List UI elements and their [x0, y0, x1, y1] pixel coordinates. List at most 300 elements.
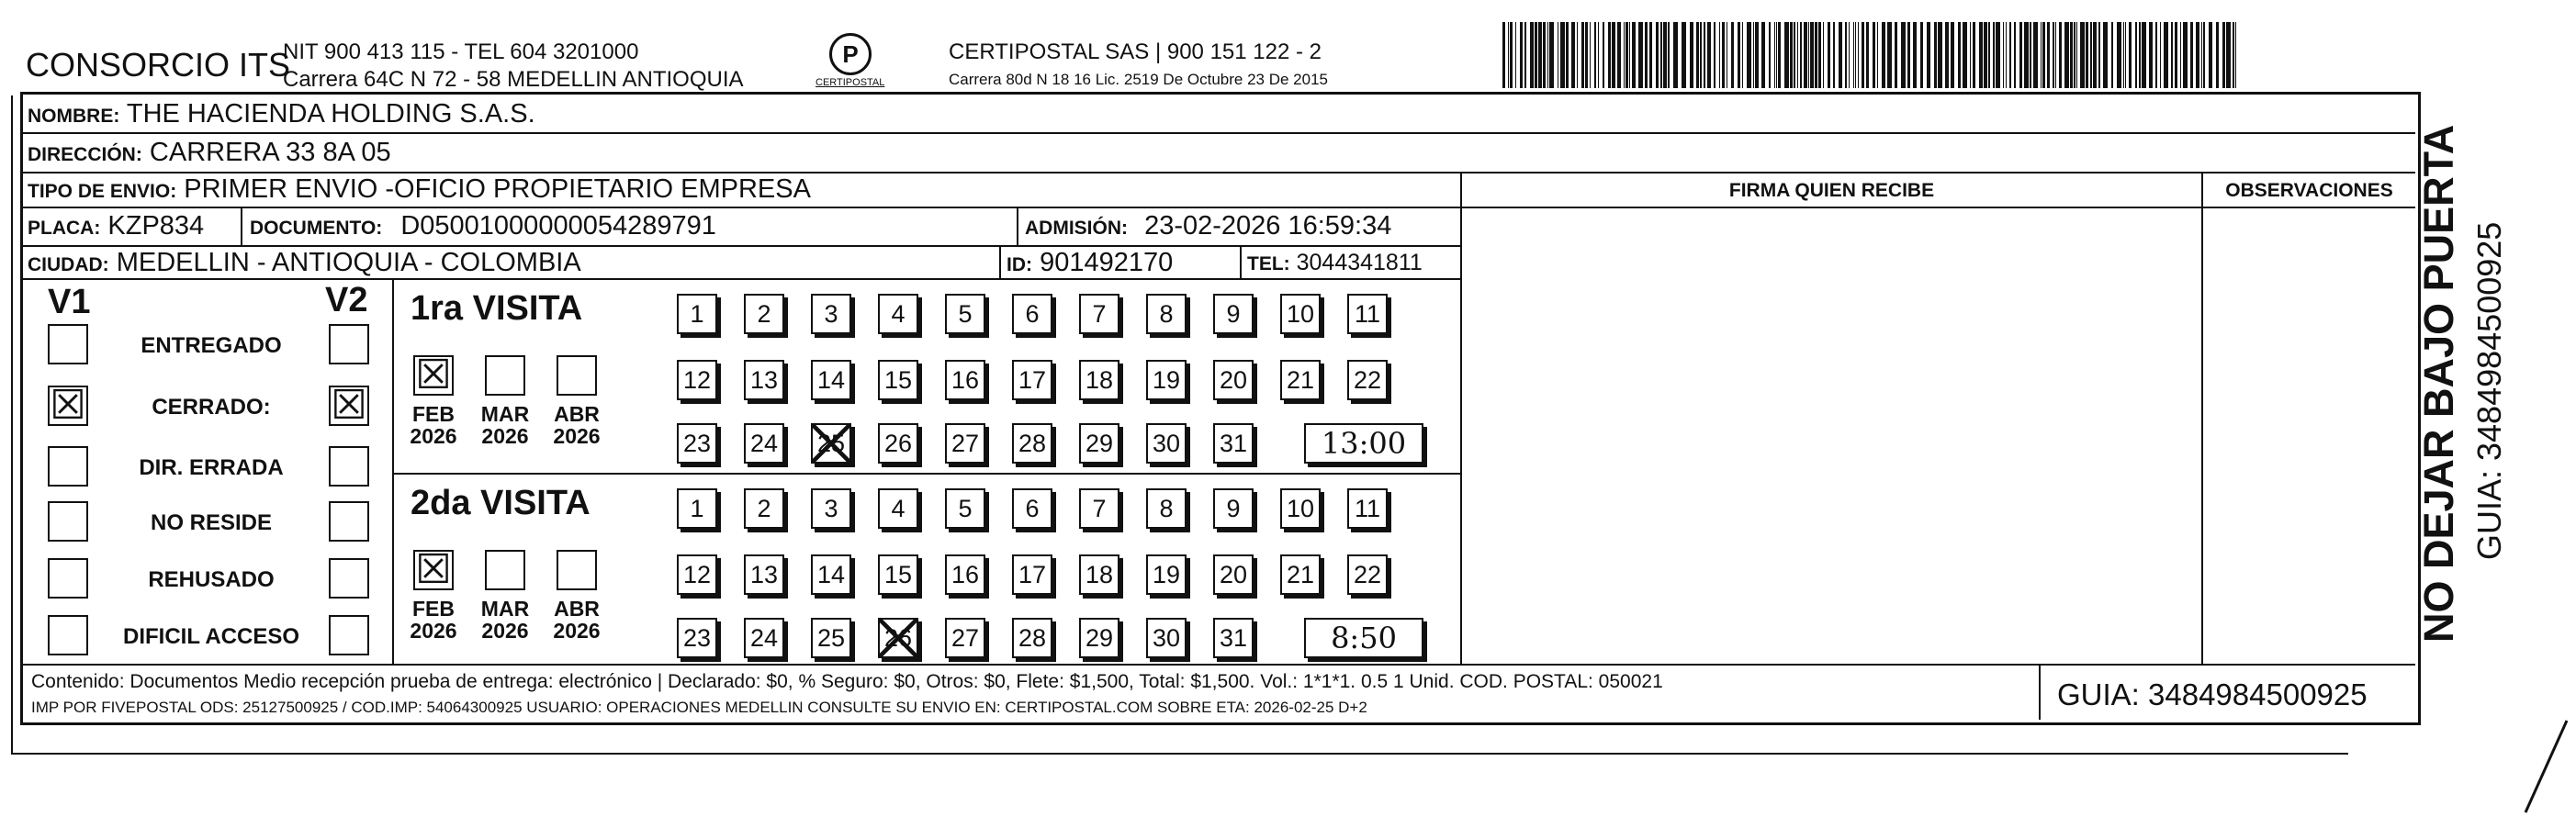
column-divider: [999, 245, 1001, 278]
barcode-bar: [1877, 22, 1878, 88]
barcode-bar: [1823, 22, 1824, 88]
tel-row: [1247, 250, 1423, 276]
barcode-bar: [2155, 22, 2157, 88]
barcode-bar: [1993, 22, 1995, 88]
barcode-bar: [2164, 22, 2168, 88]
barcode-bar: [2070, 22, 2073, 88]
barcode-bar: [1769, 22, 1771, 88]
barcode-bar: [1979, 22, 1983, 88]
admision-row: [1025, 211, 1391, 241]
observaciones-header: OBSERVACIONES: [2225, 180, 2393, 201]
barcode-bar: [1973, 22, 1975, 88]
id-label: ID:: [1007, 254, 1032, 275]
barcode-bar: [1719, 22, 1720, 88]
status-label: CERRADO:: [152, 395, 271, 420]
barcode-bar: [1696, 22, 1699, 88]
column-divider: [1240, 245, 1242, 278]
barcode-bar: [2074, 22, 2075, 88]
barcode-bar: [2053, 22, 2054, 88]
barcode-bar: [2196, 22, 2199, 88]
day-box[interactable]: 21: [1280, 360, 1321, 400]
id-row: [1007, 248, 1173, 278]
ciudad-label: CIUDAD:: [28, 254, 109, 275]
barcode-bar: [1581, 22, 1584, 88]
placa-row: [28, 211, 204, 241]
barcode-bar: [2009, 22, 2011, 88]
day-box[interactable]: 9: [1213, 294, 1254, 334]
courier-name: CERTIPOSTAL SAS | 900 151 122 - 2: [949, 39, 1322, 64]
barcode-bar: [1535, 22, 1537, 88]
barcode-bar: [1624, 22, 1625, 88]
barcode-bar: [1920, 22, 1923, 88]
barcode-bar: [2216, 22, 2219, 88]
barcode-bar: [1722, 22, 1725, 88]
barcode-bar: [1663, 22, 1667, 88]
day-box[interactable]: 22: [1347, 554, 1388, 595]
day-box[interactable]: 15: [878, 360, 918, 400]
month-label: MAR 2026: [480, 597, 530, 643]
day-box[interactable]: 12: [677, 554, 717, 595]
day-box[interactable]: 7: [1079, 488, 1119, 529]
barcode-bar: [2064, 22, 2069, 88]
barcode-bar: [2135, 22, 2137, 88]
tipo-envio-label: TIPO DE ENVIO:: [28, 181, 177, 202]
barcode-bar: [1984, 22, 1987, 88]
barcode-bar: [2171, 22, 2173, 88]
barcode-bar: [1524, 22, 1526, 88]
barcode-bar: [2059, 22, 2062, 88]
nombre-row: [28, 99, 535, 129]
barcode-bar: [1934, 22, 1937, 88]
status-label: NO RESIDE: [150, 510, 273, 535]
day-box[interactable]: 5: [945, 488, 985, 529]
barcode-bar: [2222, 22, 2225, 88]
barcode-bar: [1538, 22, 1542, 88]
row-divider: [20, 664, 2415, 666]
day-box[interactable]: 2: [744, 294, 784, 334]
barcode-bar: [1707, 22, 1711, 88]
tipo-envio-row: [28, 174, 811, 205]
logo-text: CERTIPOSTAL: [816, 77, 885, 88]
barcode-bar: [1690, 22, 1693, 88]
barcode-bar: [1704, 22, 1705, 88]
barcode-bar: [1594, 22, 1596, 88]
visit-hour-field[interactable]: 8:50: [1304, 618, 1423, 658]
outer-left-edge: [11, 95, 13, 753]
barcode-bar: [1958, 22, 1961, 88]
month-label: MAR 2026: [480, 402, 530, 448]
barcode-bar: [1753, 22, 1754, 88]
barcode-bar: [1649, 22, 1652, 88]
barcode-bar: [2047, 22, 2050, 88]
barcode-bar: [1901, 22, 1906, 88]
v2-status-checkbox[interactable]: [329, 615, 369, 655]
barcode-bar: [1873, 22, 1875, 88]
day-box-marked[interactable]: 26: [878, 618, 918, 658]
row-divider: [20, 207, 1462, 208]
barcode-bar: [1839, 22, 1842, 88]
barcode-bar: [1784, 22, 1789, 88]
barcode-bar: [2175, 22, 2177, 88]
courier-info: [949, 39, 1328, 94]
barcode-bar: [1849, 22, 1850, 88]
barcode-bar: [2030, 22, 2031, 88]
month-checkbox[interactable]: [557, 550, 597, 590]
barcode-bar: [1660, 22, 1662, 88]
day-box[interactable]: 28: [1012, 618, 1052, 658]
direccion-row: [28, 138, 391, 168]
firma-header: FIRMA QUIEN RECIBE: [1728, 180, 1935, 201]
barcode-bar: [1571, 22, 1575, 88]
v1-status-checkbox[interactable]: ☒: [48, 386, 88, 426]
barcode-bar: [2042, 22, 2045, 88]
barcode-bar: [1778, 22, 1781, 88]
day-box[interactable]: 16: [945, 554, 985, 595]
month-label: FEB 2026: [410, 597, 457, 643]
company-info: [283, 39, 744, 94]
barcode-bar: [1927, 22, 1930, 88]
column-divider: [2201, 172, 2203, 664]
barcode-bar: [1761, 22, 1765, 88]
barcode-bar: [2160, 22, 2161, 88]
barcode-bar: [1510, 22, 1513, 88]
barcode-bar: [1862, 22, 1864, 88]
v1-status-checkbox[interactable]: [48, 615, 88, 655]
column-divider: [1460, 172, 1462, 664]
documento-label: DOCUMENTO:: [250, 218, 383, 239]
nombre-label: NOMBRE:: [28, 106, 120, 127]
day-box[interactable]: 3: [811, 488, 851, 529]
day-box[interactable]: 8: [1146, 488, 1187, 529]
documento-value: D05001000000054289791: [400, 211, 716, 241]
side-guia-number: GUIA: 3484984500925: [2470, 221, 2508, 560]
documento-row: [250, 211, 716, 241]
barcode-bar: [1845, 22, 1847, 88]
barcode-bar: [2123, 22, 2124, 88]
barcode-bar: [1853, 22, 1854, 88]
barcode-bar: [1882, 22, 1885, 88]
barcode-bar: [1629, 22, 1630, 88]
day-box[interactable]: 29: [1079, 423, 1119, 464]
visit-title: 1ra VISITA: [411, 289, 583, 328]
day-box[interactable]: 2: [744, 488, 784, 529]
barcode-bar: [2129, 22, 2132, 88]
day-box[interactable]: 23: [677, 423, 717, 464]
row-divider: [20, 245, 1462, 247]
day-box[interactable]: 4: [878, 488, 918, 529]
month-label: ABR 2026: [553, 402, 601, 448]
v1-header: V1: [48, 283, 91, 321]
barcode-bar: [1508, 22, 1509, 88]
day-box[interactable]: 4: [878, 294, 918, 334]
v2-status-checkbox[interactable]: [329, 446, 369, 487]
id-value: 901492170: [1040, 248, 1174, 277]
v2-status-checkbox[interactable]: [329, 324, 369, 364]
nombre-value: THE HACIENDA HOLDING S.A.S.: [126, 99, 535, 129]
month-checkbox[interactable]: [485, 550, 525, 590]
footer-print-info: IMP POR FIVEPOSTAL ODS: 25127500925 / COD.IMP: 54064300925 USUARIO: OPERACIONES MEDELLIN CONSULTE SU ENVIO EN: CERTIPOSTAL.COM SOBRE ETA: 2026-02-25 D+2: [31, 699, 1367, 716]
day-box[interactable]: 17: [1012, 554, 1052, 595]
day-box[interactable]: 13: [744, 360, 784, 400]
barcode: [1502, 22, 2237, 88]
barcode-bar: [1682, 22, 1686, 88]
barcode-bar: [2117, 22, 2121, 88]
barcode-bar: [1815, 22, 1817, 88]
visit-hour-field[interactable]: 13:00: [1304, 423, 1423, 464]
day-box[interactable]: 14: [811, 360, 851, 400]
row-divider: [20, 172, 2415, 173]
day-box[interactable]: 31: [1213, 618, 1254, 658]
day-box[interactable]: 13: [744, 554, 784, 595]
tipo-envio-value: PRIMER ENVIO -OFICIO PROPIETARIO EMPRESA: [184, 174, 811, 204]
barcode-bar: [1714, 22, 1715, 88]
tel-value: 3044341811: [1296, 250, 1423, 275]
column-divider: [392, 278, 394, 664]
barcode-bar: [1818, 22, 1821, 88]
day-box[interactable]: 20: [1213, 554, 1254, 595]
day-box[interactable]: 5: [945, 294, 985, 334]
barcode-bar: [1895, 22, 1897, 88]
guia-number: GUIA: 3484984500925: [2057, 677, 2368, 711]
day-box[interactable]: 8: [1146, 294, 1187, 334]
company-address: Carrera 64C N 72 - 58 MEDELLIN ANTIOQUIA: [283, 67, 744, 92]
day-box[interactable]: 31: [1213, 423, 1254, 464]
day-box[interactable]: 7: [1079, 294, 1119, 334]
barcode-bar: [2226, 22, 2231, 88]
barcode-bar: [2209, 22, 2212, 88]
barcode-bar: [1797, 22, 1798, 88]
barcode-bar: [1543, 22, 1546, 88]
placa-value: KZP834: [107, 211, 205, 241]
column-divider: [1017, 207, 1018, 245]
barcode-bar: [1577, 22, 1578, 88]
row-divider: [20, 132, 2415, 134]
day-box[interactable]: 1: [677, 294, 717, 334]
no-dejar-warning: NO DEJAR BAJO PUERTA: [2415, 124, 2462, 643]
barcode-bar: [2014, 22, 2016, 88]
barcode-bar: [2055, 22, 2056, 88]
day-box[interactable]: 27: [945, 423, 985, 464]
day-box[interactable]: 19: [1146, 554, 1187, 595]
barcode-bar: [2093, 22, 2097, 88]
barcode-bar: [1963, 22, 1967, 88]
day-box[interactable]: 11: [1347, 294, 1388, 334]
barcode-bar: [2024, 22, 2029, 88]
day-box[interactable]: 22: [1347, 360, 1388, 400]
day-box[interactable]: 6: [1012, 294, 1052, 334]
barcode-bar: [2235, 22, 2236, 88]
day-box[interactable]: 23: [677, 618, 717, 658]
barcode-bar: [2086, 22, 2088, 88]
barcode-bar: [1638, 22, 1643, 88]
barcode-bar: [1585, 22, 1588, 88]
barcode-bar: [2180, 22, 2181, 88]
barcode-bar: [2098, 22, 2100, 88]
logo-mark-icon: P: [829, 33, 872, 75]
column-divider: [2039, 664, 2041, 720]
barcode-bar: [1645, 22, 1648, 88]
status-label: REHUSADO: [148, 567, 275, 592]
day-box[interactable]: 20: [1213, 360, 1254, 400]
placa-label: PLACA:: [28, 218, 101, 239]
day-box[interactable]: 27: [945, 618, 985, 658]
barcode-bar: [2139, 22, 2141, 88]
barcode-bar: [1731, 22, 1734, 88]
barcode-bar: [2111, 22, 2113, 88]
direccion-label: DIRECCIÓN:: [28, 144, 142, 165]
barcode-bar: [2076, 22, 2077, 88]
barcode-bar: [2233, 22, 2234, 88]
barcode-bar: [1755, 22, 1759, 88]
edge-mark: [2516, 716, 2571, 817]
barcode-bar: [2003, 22, 2004, 88]
company-nit: NIT 900 413 115 - TEL 604 3201000: [283, 39, 639, 64]
row-divider: [20, 278, 1462, 280]
barcode-bar: [1547, 22, 1548, 88]
day-box[interactable]: 29: [1079, 618, 1119, 658]
v1-status-checkbox[interactable]: [48, 501, 88, 542]
day-box[interactable]: 24: [744, 618, 784, 658]
day-box[interactable]: 10: [1280, 488, 1321, 529]
day-box[interactable]: 11: [1347, 488, 1388, 529]
barcode-bar: [1598, 22, 1599, 88]
day-box[interactable]: 17: [1012, 360, 1052, 400]
barcode-bar: [1742, 22, 1743, 88]
barcode-bar: [1913, 22, 1917, 88]
tel-label: TEL:: [1247, 253, 1290, 274]
barcode-bar: [1945, 22, 1949, 88]
barcode-bar: [1656, 22, 1659, 88]
month-checkbox[interactable]: [557, 355, 597, 396]
courier-address: Carrera 80d N 18 16 Lic. 2519 De Octubre 23 De 2015: [949, 71, 1328, 88]
barcode-bar: [1808, 22, 1809, 88]
barcode-bar: [1608, 22, 1611, 88]
day-box[interactable]: 19: [1146, 360, 1187, 400]
barcode-bar: [1625, 22, 1628, 88]
barcode-bar: [1951, 22, 1954, 88]
column-divider: [241, 207, 242, 245]
day-box[interactable]: 28: [1012, 423, 1052, 464]
day-box[interactable]: 21: [1280, 554, 1321, 595]
visit-title: 2da VISITA: [411, 484, 591, 522]
barcode-bar: [1938, 22, 1942, 88]
barcode-bar: [2090, 22, 2092, 88]
barcode-bar: [1590, 22, 1591, 88]
barcode-bar: [1988, 22, 1990, 88]
month-checkbox[interactable]: ☒: [413, 355, 454, 396]
day-box[interactable]: 18: [1079, 360, 1119, 400]
barcode-bar: [2142, 22, 2146, 88]
day-box[interactable]: 26: [878, 423, 918, 464]
day-box[interactable]: 9: [1213, 488, 1254, 529]
direccion-value: CARRERA 33 8A 05: [149, 138, 391, 167]
barcode-bar: [1790, 22, 1793, 88]
day-box[interactable]: 24: [744, 423, 784, 464]
status-label: DIR. ERRADA: [139, 455, 284, 480]
day-box[interactable]: 3: [811, 294, 851, 334]
barcode-bar: [2149, 22, 2153, 88]
barcode-bar: [1907, 22, 1910, 88]
barcode-bar: [2203, 22, 2205, 88]
barcode-bar: [1549, 22, 1554, 88]
v1-status-checkbox[interactable]: [48, 558, 88, 599]
company-name: CONSORCIO ITS: [26, 46, 291, 84]
barcode-bar: [1855, 22, 1856, 88]
barcode-bar: [1560, 22, 1565, 88]
barcode-bar: [1673, 22, 1678, 88]
status-label: ENTREGADO: [141, 333, 282, 358]
ciudad-row: [28, 248, 581, 278]
day-box-marked[interactable]: 25: [811, 423, 851, 464]
barcode-bar: [2201, 22, 2202, 88]
outer-bottom-edge: [11, 753, 2348, 755]
barcode-bar: [1617, 22, 1621, 88]
day-box[interactable]: 10: [1280, 294, 1321, 334]
barcode-bar: [2080, 22, 2085, 88]
barcode-bar: [1668, 22, 1670, 88]
day-box[interactable]: 25: [811, 618, 851, 658]
barcode-bar: [2183, 22, 2188, 88]
barcode-bar: [1530, 22, 1534, 88]
barcode-bar: [1520, 22, 1523, 88]
barcode-bar: [1566, 22, 1569, 88]
day-box[interactable]: 12: [677, 360, 717, 400]
v2-status-checkbox[interactable]: ☒: [329, 386, 369, 426]
day-box[interactable]: 14: [811, 554, 851, 595]
row-divider: [1462, 207, 2415, 208]
barcode-bar: [1810, 22, 1814, 88]
day-box[interactable]: 30: [1146, 618, 1187, 658]
barcode-bar: [1858, 22, 1859, 88]
barcode-bar: [1776, 22, 1777, 88]
month-label: FEB 2026: [410, 402, 457, 448]
day-box[interactable]: 16: [945, 360, 985, 400]
barcode-bar: [1800, 22, 1802, 88]
barcode-bar: [2019, 22, 2022, 88]
barcode-bar: [1866, 22, 1869, 88]
day-box[interactable]: 18: [1079, 554, 1119, 595]
barcode-bar: [1632, 22, 1636, 88]
barcode-bar: [1804, 22, 1807, 88]
ciudad-value: MEDELLIN - ANTIOQUIA - COLOMBIA: [116, 248, 581, 277]
v2-header: V2: [325, 281, 368, 319]
v1-status-checkbox[interactable]: [48, 446, 88, 487]
v1-status-checkbox[interactable]: [48, 324, 88, 364]
barcode-bar: [1970, 22, 1971, 88]
day-box[interactable]: 1: [677, 488, 717, 529]
barcode-bar: [2190, 22, 2193, 88]
barcode-bar: [1996, 22, 2000, 88]
footer-contents: Contenido: Documentos Medio recepción prueba de entrega: electrónico | Declarado: $0, % Seguro: $0, Otros: $0, Flete: $1,500, Total: $1,500. Vol.: 1*1*1. 0.5 1 Unid. COD. POSTAL: 050021: [31, 671, 1663, 692]
barcode-bar: [1515, 22, 1516, 88]
day-box[interactable]: 30: [1146, 423, 1187, 464]
barcode-bar: [1747, 22, 1751, 88]
barcode-bar: [1887, 22, 1892, 88]
barcode-bar: [2103, 22, 2108, 88]
barcode-bar: [1700, 22, 1702, 88]
barcode-bar: [2006, 22, 2007, 88]
month-checkbox[interactable]: ☒: [413, 550, 454, 590]
admision-value: 23-02-2026 16:59:34: [1144, 211, 1392, 241]
v2-status-checkbox[interactable]: [329, 501, 369, 542]
day-box[interactable]: 6: [1012, 488, 1052, 529]
barcode-bar: [1603, 22, 1604, 88]
day-box[interactable]: 15: [878, 554, 918, 595]
barcode-bar: [1774, 22, 1775, 88]
v2-status-checkbox[interactable]: [329, 558, 369, 599]
month-checkbox[interactable]: [485, 355, 525, 396]
barcode-bar: [1612, 22, 1615, 88]
